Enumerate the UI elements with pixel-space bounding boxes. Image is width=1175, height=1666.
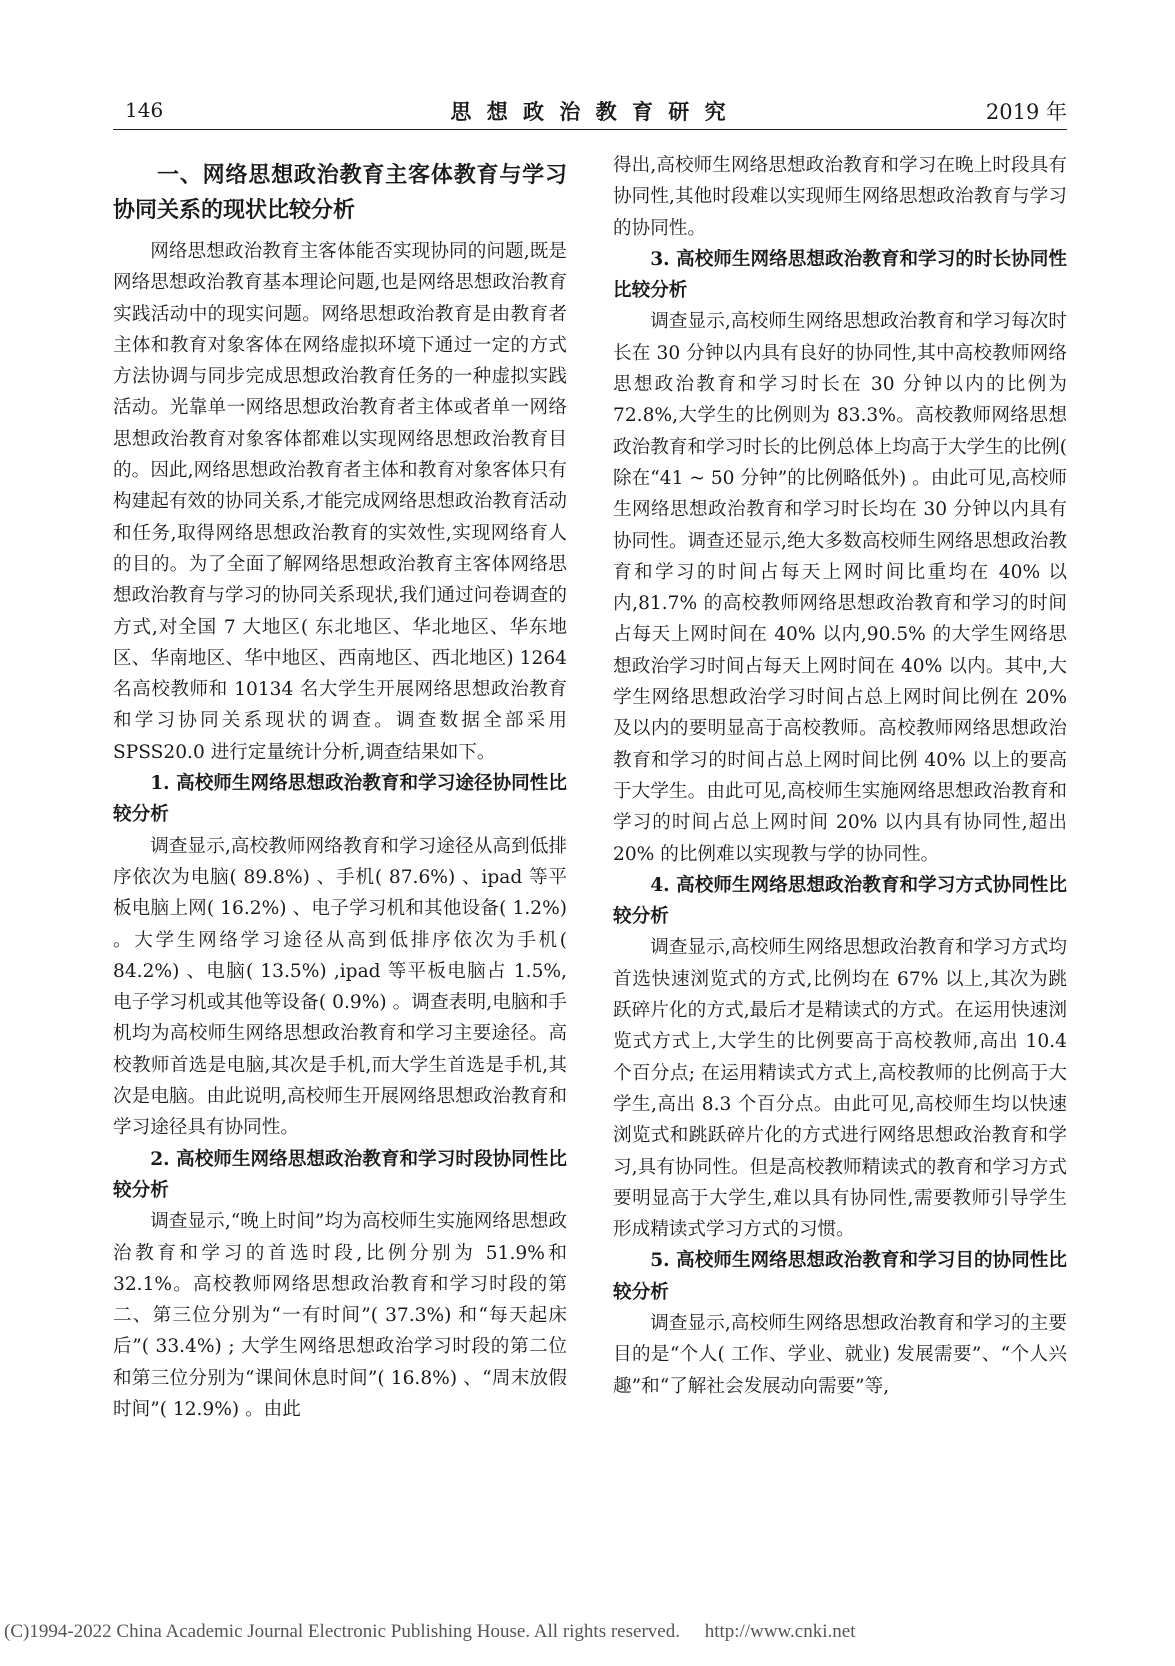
subsection-4-paragraph: 调查显示,高校师生网络思想政治教育和学习方式均首选快速浏览式的方式,比例均在 67% 以上,其次为跳跃碎片化的方式,最后才是精读式的方式。在运用快速浏览式方式上,大学生的比例要高于高校教师,高出 10.4 个百分点; 在运用精读式方式上,高校教师的比例高于大学生,高出 8.3 个百分点。由此可见,高校师生均以快速浏览式和跳跃碎片化的方式进行网络思想政治教育和学习,具有协同性。但是高校教师精读式的教育和学习方式要明显高于大学生,难以具有协同性,需要教师引导学生形成精读式学习方式的习惯。	[613, 937, 1067, 1241]
continued-paragraph: 得出,高校师生网络思想政治教育和学习在晚上时段具有协同性,其他时段难以实现师生网络思想政治教育与学习的协同性。	[613, 155, 1067, 239]
subsection-3-title: 3. 高校师生网络思想政治教育和学习的时长协同性比较分析	[613, 248, 1067, 302]
page-number: 146	[125, 98, 164, 122]
publication-year: 2019 年	[985, 100, 1067, 124]
right-column	[613, 150, 1067, 1402]
journal-title: 思 想 政 治 教 育 研 究	[450, 99, 730, 124]
section-title: 一、网络思想政治教育主客体教育与学习协同关系的现状比较分析	[113, 162, 567, 223]
left-column	[113, 148, 567, 1425]
intro-paragraph: 网络思想政治教育主客体能否实现协同的问题,既是网络思想政治教育基本理论问题,也是网络思想政治教育实践活动中的现实问题。网络思想政治教育是由教育者主体和教育对象客体在网络虚拟环境下通过一定的方式方法协调与同步完成思想政治教育任务的一种虚拟实践活动。光靠单一网络思想政治教育者主体或者单一网络思想政治教育对象客体都难以实现网络思想政治教育目的。因此,网络思想政治教育者主体和教育对象客体只有构建起有效的协同关系,才能完成网络思想政治教育活动和任务,取得网络思想政治教育的实效性,实现网络育人的目的。为了全面了解网络思想政治教育主客体网络思想政治教育与学习的协同关系现状,我们通过问卷调查的方式,对全国 7 大地区( 东北地区、华北地区、华东地区、华南地区、华中地区、西南地区、西北地区) 1264 名高校教师和 10134 名大学生开展网络思想政治教育和学习协同关系现状的调查。调查数据全部采用 SPSS20.0 进行定量统计分析,调查结果如下。	[113, 241, 567, 763]
copyright-notice: (C)1994-2022 China Academic Journal Electronic Publishing House. All rights reserved.	[4, 1621, 680, 1642]
subsection-2-paragraph: 调查显示,“晚上时间”均为高校师生实施网络思想政治教育和学习的首选时段,比例分别为 51.9%和 32.1%。高校教师网络思想政治教育和学习时段的第二、第三位分别为“一有时间”( 37.3%) 和“每天起床后”( 33.4%) ; 大学生网络思想政治学习时段的第二位和第三位分别为“课间休息时间”( 16.8%) 、“周末放假时间”( 12.9%) 。由此	[113, 1211, 567, 1420]
subsection-3-paragraph: 调查显示,高校师生网络思想政治教育和学习每次时长在 30 分钟以内具有良好的协同性,其中高校教师网络思想政治教育和学习时长在 30 分钟以内的比例为 72.8%,大学生的比例则为 83.3%。高校教师网络思想政治教育和学习时长的比例总体上均高于大学生的比例( 除在“41 ~ 50 分钟”的比例略低外) 。由此可见,高校师生网络思想政治教育和学习时长均在 30 分钟以内具有协同性。调查还显示,绝大多数高校师生网络思想政治教育和学习的时间占每天上网时间比重均在 40% 以内,81.7% 的高校教师网络思想政治教育和学习的时间占每天上网时间在 40% 以内,90.5% 的大学生网络思想政治学习时间占每天上网时间在 40% 以内。其中,大学生网络思想政治学习时间占总上网时间比例在 20% 及以内的要明显高于高校教师。高校教师网络思想政治教育和学习的时间占总上网时间比例 40% 以上的要高于大学生。由此可见,高校师生实施网络思想政治教育和学习的时间占总上网时间 20% 以内具有协同性,超出 20% 的比例难以实现教与学的协同性。	[613, 311, 1067, 865]
subsection-1-title: 1. 高校师生网络思想政治教育和学习途径协同性比较分析	[113, 773, 567, 826]
subsection-1-paragraph: 调查显示,高校教师网络教育和学习途径从高到低排序依次为电脑( 89.8%) 、手机( 87.6%) 、ipad 等平板电脑上网( 16.2%) 、电子学习机和其他设备( 1.2%) 。大学生网络学习途径从高到低排序依次为手机( 84.2%) 、电脑( 13.5%) ,ipad 等平板电脑占 1.5%,电子学习机或其他等设备( 0.9%) 。调查表明,电脑和手机均为高校师生网络思想政治教育和学习主要途径。高校教师首选是电脑,其次是手机,而大学生首选是手机,其次是电脑。由此说明,高校师生开展网络思想政治教育和学习途径具有协同性。	[113, 835, 567, 1139]
page-header	[113, 92, 1067, 128]
header-rule	[113, 129, 1067, 130]
subsection-2-title: 2. 高校师生网络思想政治教育和学习时段协同性比较分析	[113, 1148, 567, 1201]
subsection-5-paragraph: 调查显示,高校师生网络思想政治教育和学习的主要目的是“个人( 工作、学业、就业) 发展需要”、“个人兴趣”和“了解社会发展动向需要”等,	[613, 1312, 1067, 1397]
page-footer	[4, 1621, 1175, 1643]
subsection-5-title: 5. 高校师生网络思想政治教育和学习目的协同性比较分析	[613, 1250, 1067, 1303]
footer-url[interactable]: http://www.cnki.net	[704, 1621, 856, 1642]
subsection-4-title: 4. 高校师生网络思想政治教育和学习方式协同性比较分析	[613, 874, 1067, 928]
